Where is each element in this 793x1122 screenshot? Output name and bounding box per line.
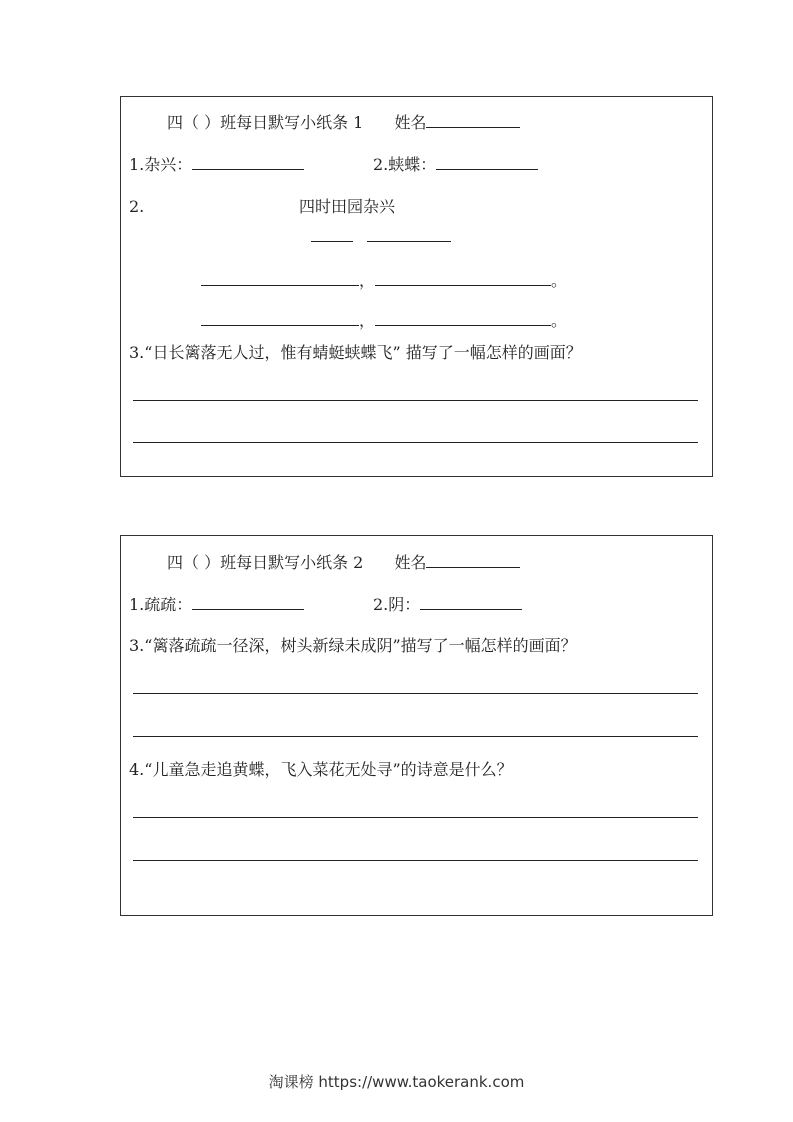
- card2-q1b-blank[interactable]: [420, 595, 522, 610]
- card1-title: 四（ ）班每日默写小纸条 1: [167, 113, 364, 132]
- card1-name-blank[interactable]: [426, 113, 520, 128]
- card1-q1a-blank[interactable]: [192, 155, 304, 170]
- card2-title: 四（ ）班每日默写小纸条 2: [167, 553, 364, 572]
- card1-answer-line-2[interactable]: [133, 442, 698, 443]
- card2-q1b-label: 2.阴：: [373, 595, 421, 614]
- card1-dynasty-blank[interactable]: [311, 227, 353, 247]
- dictation-card-1: [120, 96, 713, 477]
- card2-q1-row: [129, 595, 304, 615]
- card1-q2-number: 2.: [129, 197, 145, 216]
- card1-comma-2: ，: [359, 311, 376, 330]
- card2-answer-line-2[interactable]: [133, 736, 698, 737]
- card2-answer-line-1[interactable]: [133, 693, 698, 694]
- card1-q1b-row: [373, 155, 538, 175]
- card1-name-label: 姓名: [394, 113, 427, 132]
- footer-watermark: 淘课榜 https://www.taokerank.com: [268, 1073, 525, 1091]
- card2-name-label: 姓名: [394, 553, 427, 572]
- card2-header: [167, 553, 520, 573]
- dictation-card-2: [120, 535, 713, 916]
- card1-verse-row-1: [201, 271, 567, 291]
- card1-period-1: 。: [551, 271, 568, 290]
- card1-answer-line-1[interactable]: [133, 400, 698, 401]
- card1-verse-row-2: [201, 311, 567, 331]
- card1-q1b-label: 2.蛱蝶：: [373, 155, 437, 174]
- card2-q1a-label: 1.疏疏：: [129, 595, 193, 614]
- card2-q4-text: 4.“儿童急走追黄蝶，飞入菜花无处寻”的诗意是什么？: [129, 760, 513, 779]
- card1-verse-1a-blank[interactable]: [201, 271, 359, 286]
- card1-q1a-label: 1.杂兴：: [129, 155, 193, 174]
- card1-header: [167, 113, 520, 133]
- card1-comma-1: ，: [359, 271, 376, 290]
- card1-poem-title: 四时田园杂兴: [299, 197, 396, 216]
- card1-verse-2b-blank[interactable]: [375, 311, 551, 326]
- card1-author-blank[interactable]: [367, 227, 451, 247]
- card1-period-2: 。: [551, 311, 568, 330]
- card2-answer-line-3[interactable]: [133, 817, 698, 818]
- card2-answer-line-4[interactable]: [133, 860, 698, 861]
- card2-q1b-row: [373, 595, 522, 615]
- card2-q1a-blank[interactable]: [192, 595, 304, 610]
- card1-q1b-blank[interactable]: [436, 155, 538, 170]
- card1-verse-2a-blank[interactable]: [201, 311, 359, 326]
- card2-name-blank[interactable]: [426, 553, 520, 568]
- card1-q3-text: 3.“日长篱落无人过，惟有蜻蜓蛱蝶飞” 描写了一幅怎样的画面？: [129, 343, 582, 362]
- card2-q3-text: 3.“篱落疏疏一径深，树头新绿未成阴”描写了一幅怎样的画面？: [129, 636, 577, 655]
- card1-verse-1b-blank[interactable]: [375, 271, 551, 286]
- card1-q1-row: [129, 155, 304, 175]
